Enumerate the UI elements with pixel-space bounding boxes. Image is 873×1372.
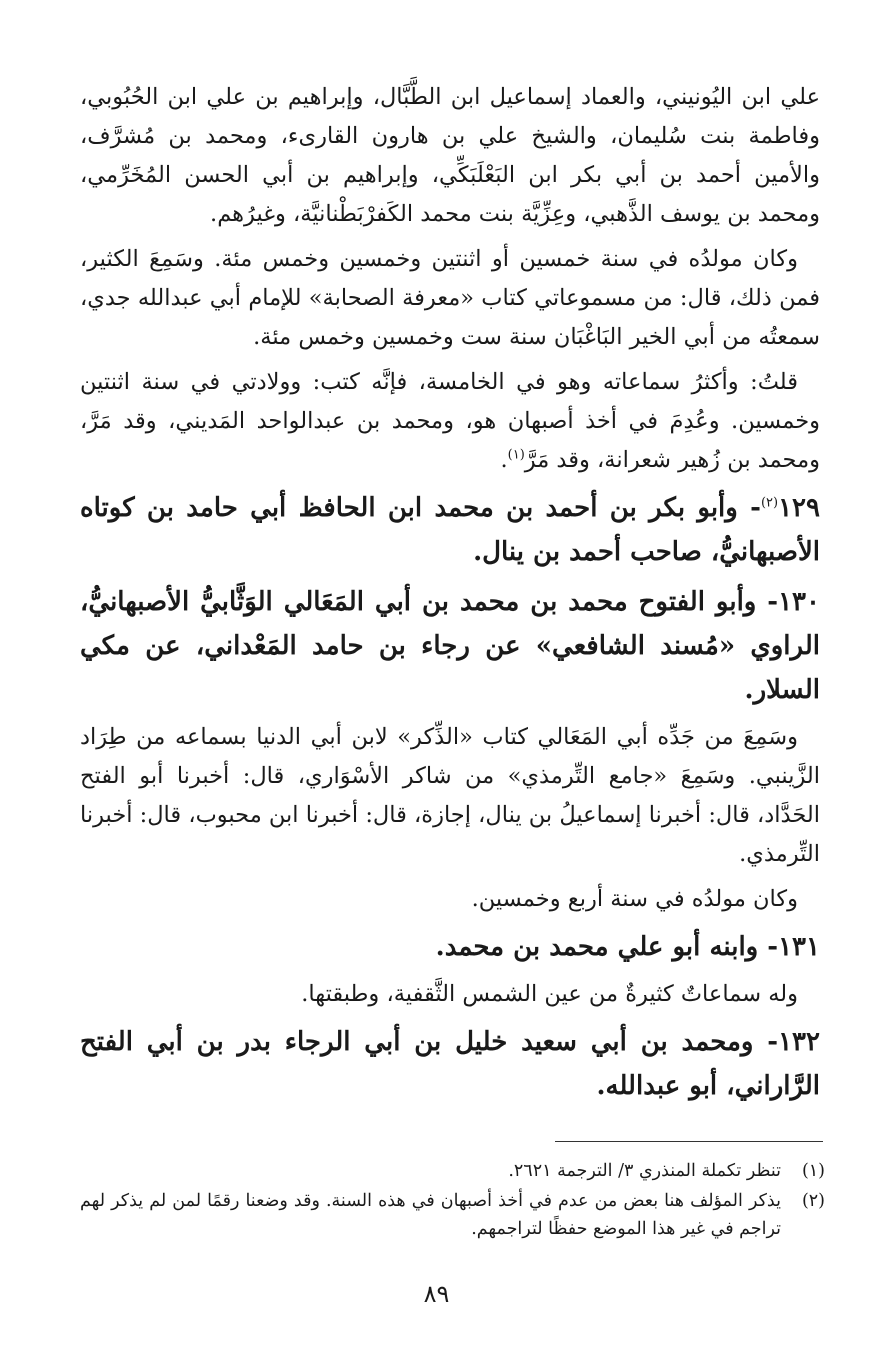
- paragraph-1: علي ابن اليُونيني، والعماد إسماعيل ابن الطَّبَّال، وإبراهيم بن علي ابن الحُبُوبي، وفاطمة بنت سُليمان، والشيخ علي بن هارون القارىء، ومحمد بن مُشرَّف، والأمين أحمد بن أبي بكر ابن البَعْلَبَكِّي، وإبراهيم بن أبي الحسن المُخَرِّمي، ومحمد بن يوسف الذَّهبي، وعِزِّيَّة بنت محمد الكَفرْبَطْنانيَّة، وغيرُهم.: [80, 84, 820, 227]
- entry-130: ١٣٠- وأبو الفتوح محمد بن محمد بن أبي المَعَالي الوَثَّابيُّ الأصبهانيُّ، الراوي «مُسند الشافعي» عن رجاء بن حامد المَعْداني، عن مكي السلار.: [80, 587, 820, 705]
- entry-129: [80, 486, 820, 574]
- paragraph-3-end: .: [500, 447, 508, 473]
- page-number: ٨٩: [423, 1280, 450, 1308]
- page-body: [80, 78, 820, 1114]
- paragraph-3-text: قلتُ: وأكثرُ سماعاته وهو في الخامسة، فإنَّه كتب: وولادتي في سنة اثنتين وخمسين. وعُدِمَ في أخذ أصبهان هو، ومحمد بن عبدالواحد المَديني، وقد مَرَّ، ومحمد بن زُهير شعرانة، وقد مَرَّ: [80, 369, 820, 473]
- entry-129-text: - وأبو بكر بن أحمد بن محمد ابن الحافظ أبي حامد بن كوتاه الأصبهانيُّ، صاحب أحمد بن ينال.: [80, 493, 820, 567]
- footnote-ref-1[interactable]: (١): [507, 447, 525, 463]
- footnote-ref-2[interactable]: (٢): [760, 495, 779, 511]
- footnotes: [80, 1157, 825, 1245]
- footnote-1-text: تنظر تكملة المنذري ٣/ الترجمة ٢٦٢١.: [508, 1161, 781, 1181]
- footnote-divider: [555, 1141, 823, 1142]
- footnote-1: [80, 1157, 825, 1185]
- entry-129-number: ١٢٩: [778, 493, 820, 523]
- entry-132: ١٣٢- ومحمد بن أبي سعيد خليل بن أبي الرجاء بدر بن أبي الفتح الرَّاراني، أبو عبدالله.: [80, 1027, 820, 1101]
- footnote-1-number: (١): [801, 1161, 825, 1181]
- paragraph-6: وله سماعاتٌ كثيرةٌ من عين الشمس الثَّقفية، وطبقتها.: [301, 981, 798, 1007]
- paragraph-2: وكان مولدُه في سنة خمسين أو اثنتين وخمسين وخمس مئة. وسَمِعَ الكثير، فمن ذلك، قال: من مسموعاتي كتاب «معرفة الصحابة» للإمام أبي عبدالله جدي، سمعتُه من أبي الخير البَاغْبَان سنة ست وخمسين وخمس مئة.: [80, 246, 820, 350]
- paragraph-3: [80, 363, 820, 480]
- paragraph-4: وسَمِعَ من جَدِّه أبي المَعَالي كتاب «الذِّكر» لابن أبي الدنيا بسماعه من طِرَاد الزَّينبي. وسَمِعَ «جامع التِّرمذي» من شاكر الأسْوَاري، قال: أخبرنا أبو الفتح الحَدَّاد، قال: أخبرنا إسماعيلُ بن ينال، إجازة، قال: أخبرنا ابن محبوب، قال: أخبرنا التِّرمذي.: [80, 724, 820, 867]
- footnote-2-text: يذكر المؤلف هنا بعض من عدم في أخذ أصبهان في هذه السنة. وقد وضعنا رقمًا لمن لم يذكر لهم تراجم في غير هذا الموضع حفظًا لتراجمهم.: [80, 1191, 781, 1239]
- paragraph-5: وكان مولدُه في سنة أربع وخمسين.: [471, 886, 798, 912]
- footnote-2: [80, 1187, 825, 1243]
- entry-131: ١٣١- وابنه أبو علي محمد بن محمد.: [435, 932, 820, 962]
- footnote-2-number: (٢): [801, 1191, 825, 1211]
